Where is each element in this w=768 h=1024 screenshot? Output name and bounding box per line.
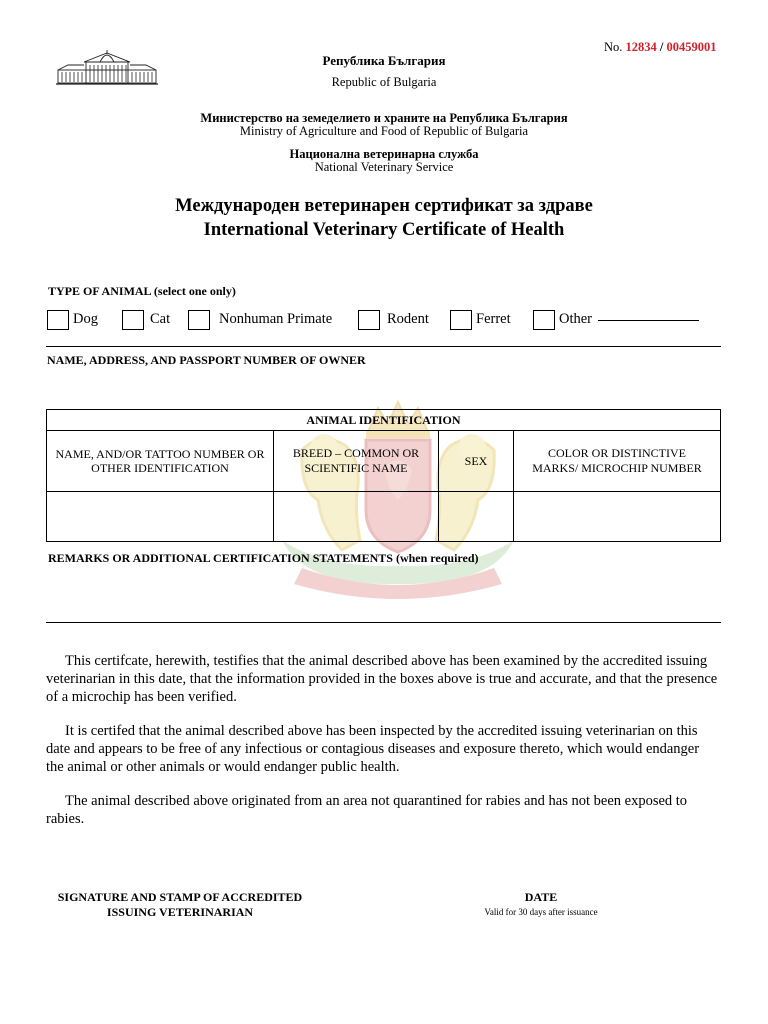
option-label-cat: Cat [150,311,171,327]
statement-paragraph-3 [46,792,718,828]
country-name-bg: Република България [322,53,446,68]
serial-number-b: 00459001 [666,40,717,54]
option-label-nonhuman-primate: Nonhuman Primate [219,311,333,327]
remarks-field[interactable] [46,568,721,620]
parliament-building-logo [56,50,158,86]
checkbox-nonhuman-primate[interactable] [188,310,210,330]
remarks-bottom-line [46,622,721,623]
column-header-color-microchip: COLOR OR DISTINCTIVE MARKS/ MICROCHIP NUMBER [514,431,721,492]
divider-line [46,346,721,347]
ministry-name-en: Ministry of Agriculture and Food of Republic of Bulgaria [239,124,529,138]
statement-paragraph-2 [46,722,718,776]
table-title-row [47,410,721,431]
cell-color-microchip[interactable] [514,492,721,542]
serial-number-a: 12834 [625,40,657,54]
certificate-title-en: International Veterinary Certificate of Health [203,220,565,240]
option-label-dog: Dog [73,311,98,327]
cell-name-tattoo[interactable] [47,492,274,542]
animal-identification-table [46,409,721,542]
checkbox-dog[interactable] [47,310,69,330]
serial-separator: / [659,40,664,54]
statement-text-1: This certifcate, herewith, testifies that the animal described above has been examined by the accredited issuing veterinarian in this date, that the information provided in the boxes above is true and accurate, and that the presence of a microchip has been verified. [46,653,718,705]
date-label: DATE [524,890,558,904]
checkbox-other[interactable] [533,310,555,330]
owner-info-label: NAME, ADDRESS, AND PASSPORT NUMBER OF OWNER [47,353,366,367]
service-name-en: National Veterinary Service [314,160,454,174]
checkbox-rodent[interactable] [358,310,380,330]
serial-number [604,40,717,55]
option-label-other: Other [559,311,593,327]
option-label-ferret: Ferret [476,311,511,327]
ministry-name-bg: Министерство на земеделието и храните на Република България [200,111,568,125]
table-header-row [47,431,721,492]
column-header-sex: SEX [439,431,514,492]
option-label-rodent: Rodent [387,311,429,327]
table-row [47,492,721,542]
service-name-bg: Национална ветеринарна служба [289,147,479,161]
column-header-breed: BREED – COMMON OR SCIENTIFIC NAME [274,431,439,492]
table-title: ANIMAL IDENTIFICATION [47,410,721,431]
statement-text-3: The animal described above originated from an area not quarantined for rabies and has not been exposed to rabies. [46,793,688,827]
country-name-en: Republic of Bulgaria [331,75,437,89]
remarks-label: REMARKS OR ADDITIONAL CERTIFICATION STATEMENTS (when required) [48,551,479,565]
checkbox-cat[interactable] [122,310,144,330]
statement-text-2: It is certifed that the animal described above has been inspected by the accredited issuing veterinarian on this date and appears to be free of any infectious or contagious diseases and exposure thereto, which would endanger the animal or other animals or would endanger public health. [46,723,700,775]
column-header-name-tattoo: NAME, AND/OR TATTOO NUMBER OR OTHER IDENTIFICATION [47,431,274,492]
other-write-in-line[interactable] [598,320,699,321]
serial-prefix: No. [604,40,623,54]
checkbox-ferret[interactable] [450,310,472,330]
type-of-animal-label: TYPE OF ANIMAL (select one only) [48,284,236,298]
cell-breed[interactable] [274,492,439,542]
cell-sex[interactable] [439,492,514,542]
date-validity-note: Valid for 30 days after issuance [484,907,598,917]
signature-label-line2: ISSUING VETERINARIAN [106,905,254,919]
signature-label-line1: SIGNATURE AND STAMP OF ACCREDITED [57,890,303,904]
certificate-title-bg: Международен ветеринарен сертификат за здраве [175,196,593,216]
owner-info-field[interactable] [46,370,721,404]
statement-paragraph-1 [46,652,718,706]
